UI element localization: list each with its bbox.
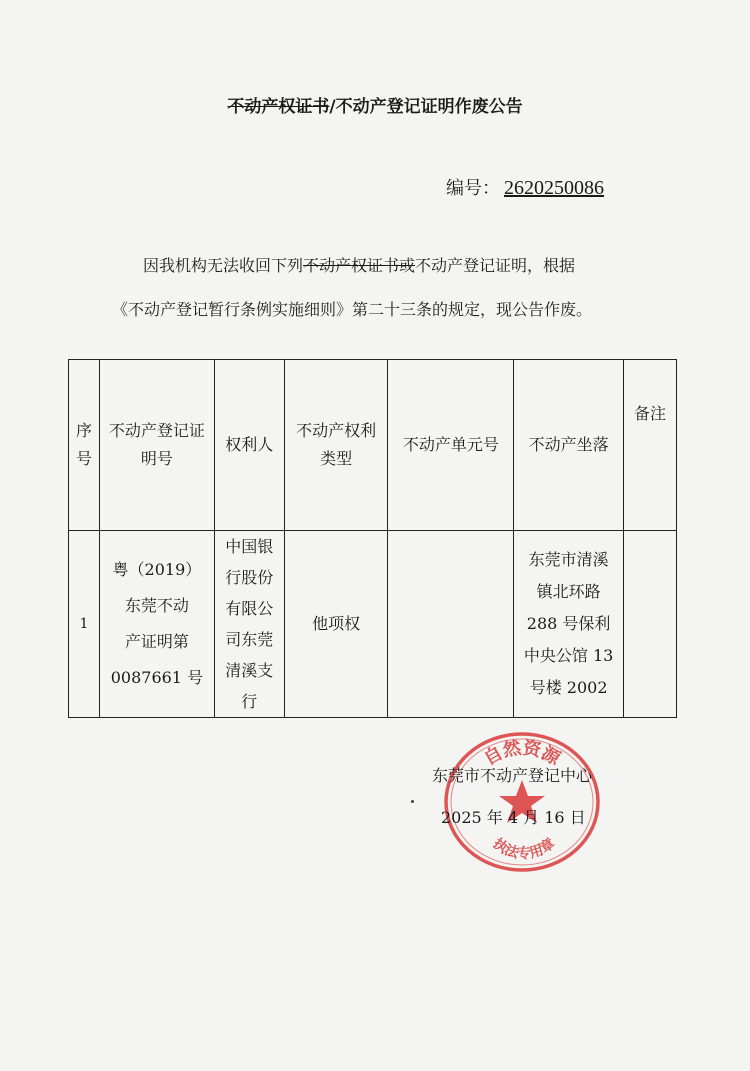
header-location: 不动产坐落 <box>514 360 624 531</box>
title-main-part: 不动产登记证明作废公告 <box>335 97 523 117</box>
paragraph-line-2: 《不动产登记暂行条例实施细则》第二十三条的规定，现公告作废。 <box>112 300 593 319</box>
cell-remark <box>624 531 677 718</box>
issuer-name: 东莞市不动产登记中心 <box>432 766 593 785</box>
cell-right-type: 他项权 <box>284 531 388 718</box>
document-number <box>446 174 604 200</box>
title-separator: / <box>329 97 336 117</box>
header-seq: 序 号 <box>69 360 100 531</box>
para-struck-text: 不动产权证书或 <box>303 256 416 275</box>
void-certificate-table <box>68 359 677 718</box>
cell-location: 东莞市清溪 镇北环路 288 号保利 中央公馆 13 号楼 2002 <box>514 531 624 718</box>
cell-unit-number <box>388 531 514 718</box>
header-right-type: 不动产权利 类型 <box>284 360 388 531</box>
para-text-a: 因我机构无法收回下列 <box>143 256 304 275</box>
paragraph-line-1 <box>143 244 683 288</box>
number-label: 编号： <box>446 178 500 199</box>
header-cert-number: 不动产登记证 明号 <box>99 360 214 531</box>
para-text-b: 不动产登记证明，根据 <box>415 256 576 275</box>
seal-bottom-text: 执法专用章 <box>489 835 559 862</box>
header-remark: 备注 <box>624 360 677 531</box>
header-holder: 权利人 <box>214 360 284 531</box>
official-seal <box>440 728 604 876</box>
cell-holder: 中国银 行股份 有限公 司东莞 清溪支 行 <box>214 531 284 718</box>
header-unit-number: 不动产单元号 <box>388 360 514 531</box>
cell-seq: 1 <box>69 531 100 718</box>
title-struck-part: 不动产权证书 <box>227 97 330 117</box>
table-row <box>69 531 677 718</box>
table-header-row <box>69 360 677 531</box>
page-title <box>0 92 750 117</box>
ink-dot <box>411 800 414 803</box>
seal-top-text: 自然资源 <box>480 737 564 770</box>
cell-cert-number: 粤（2019） 东莞不动 产证明第 0087661 号 <box>99 531 214 718</box>
number-value: 2620250086 <box>504 177 604 199</box>
issue-date: 2025 年 4 月 16 日 <box>441 808 586 827</box>
